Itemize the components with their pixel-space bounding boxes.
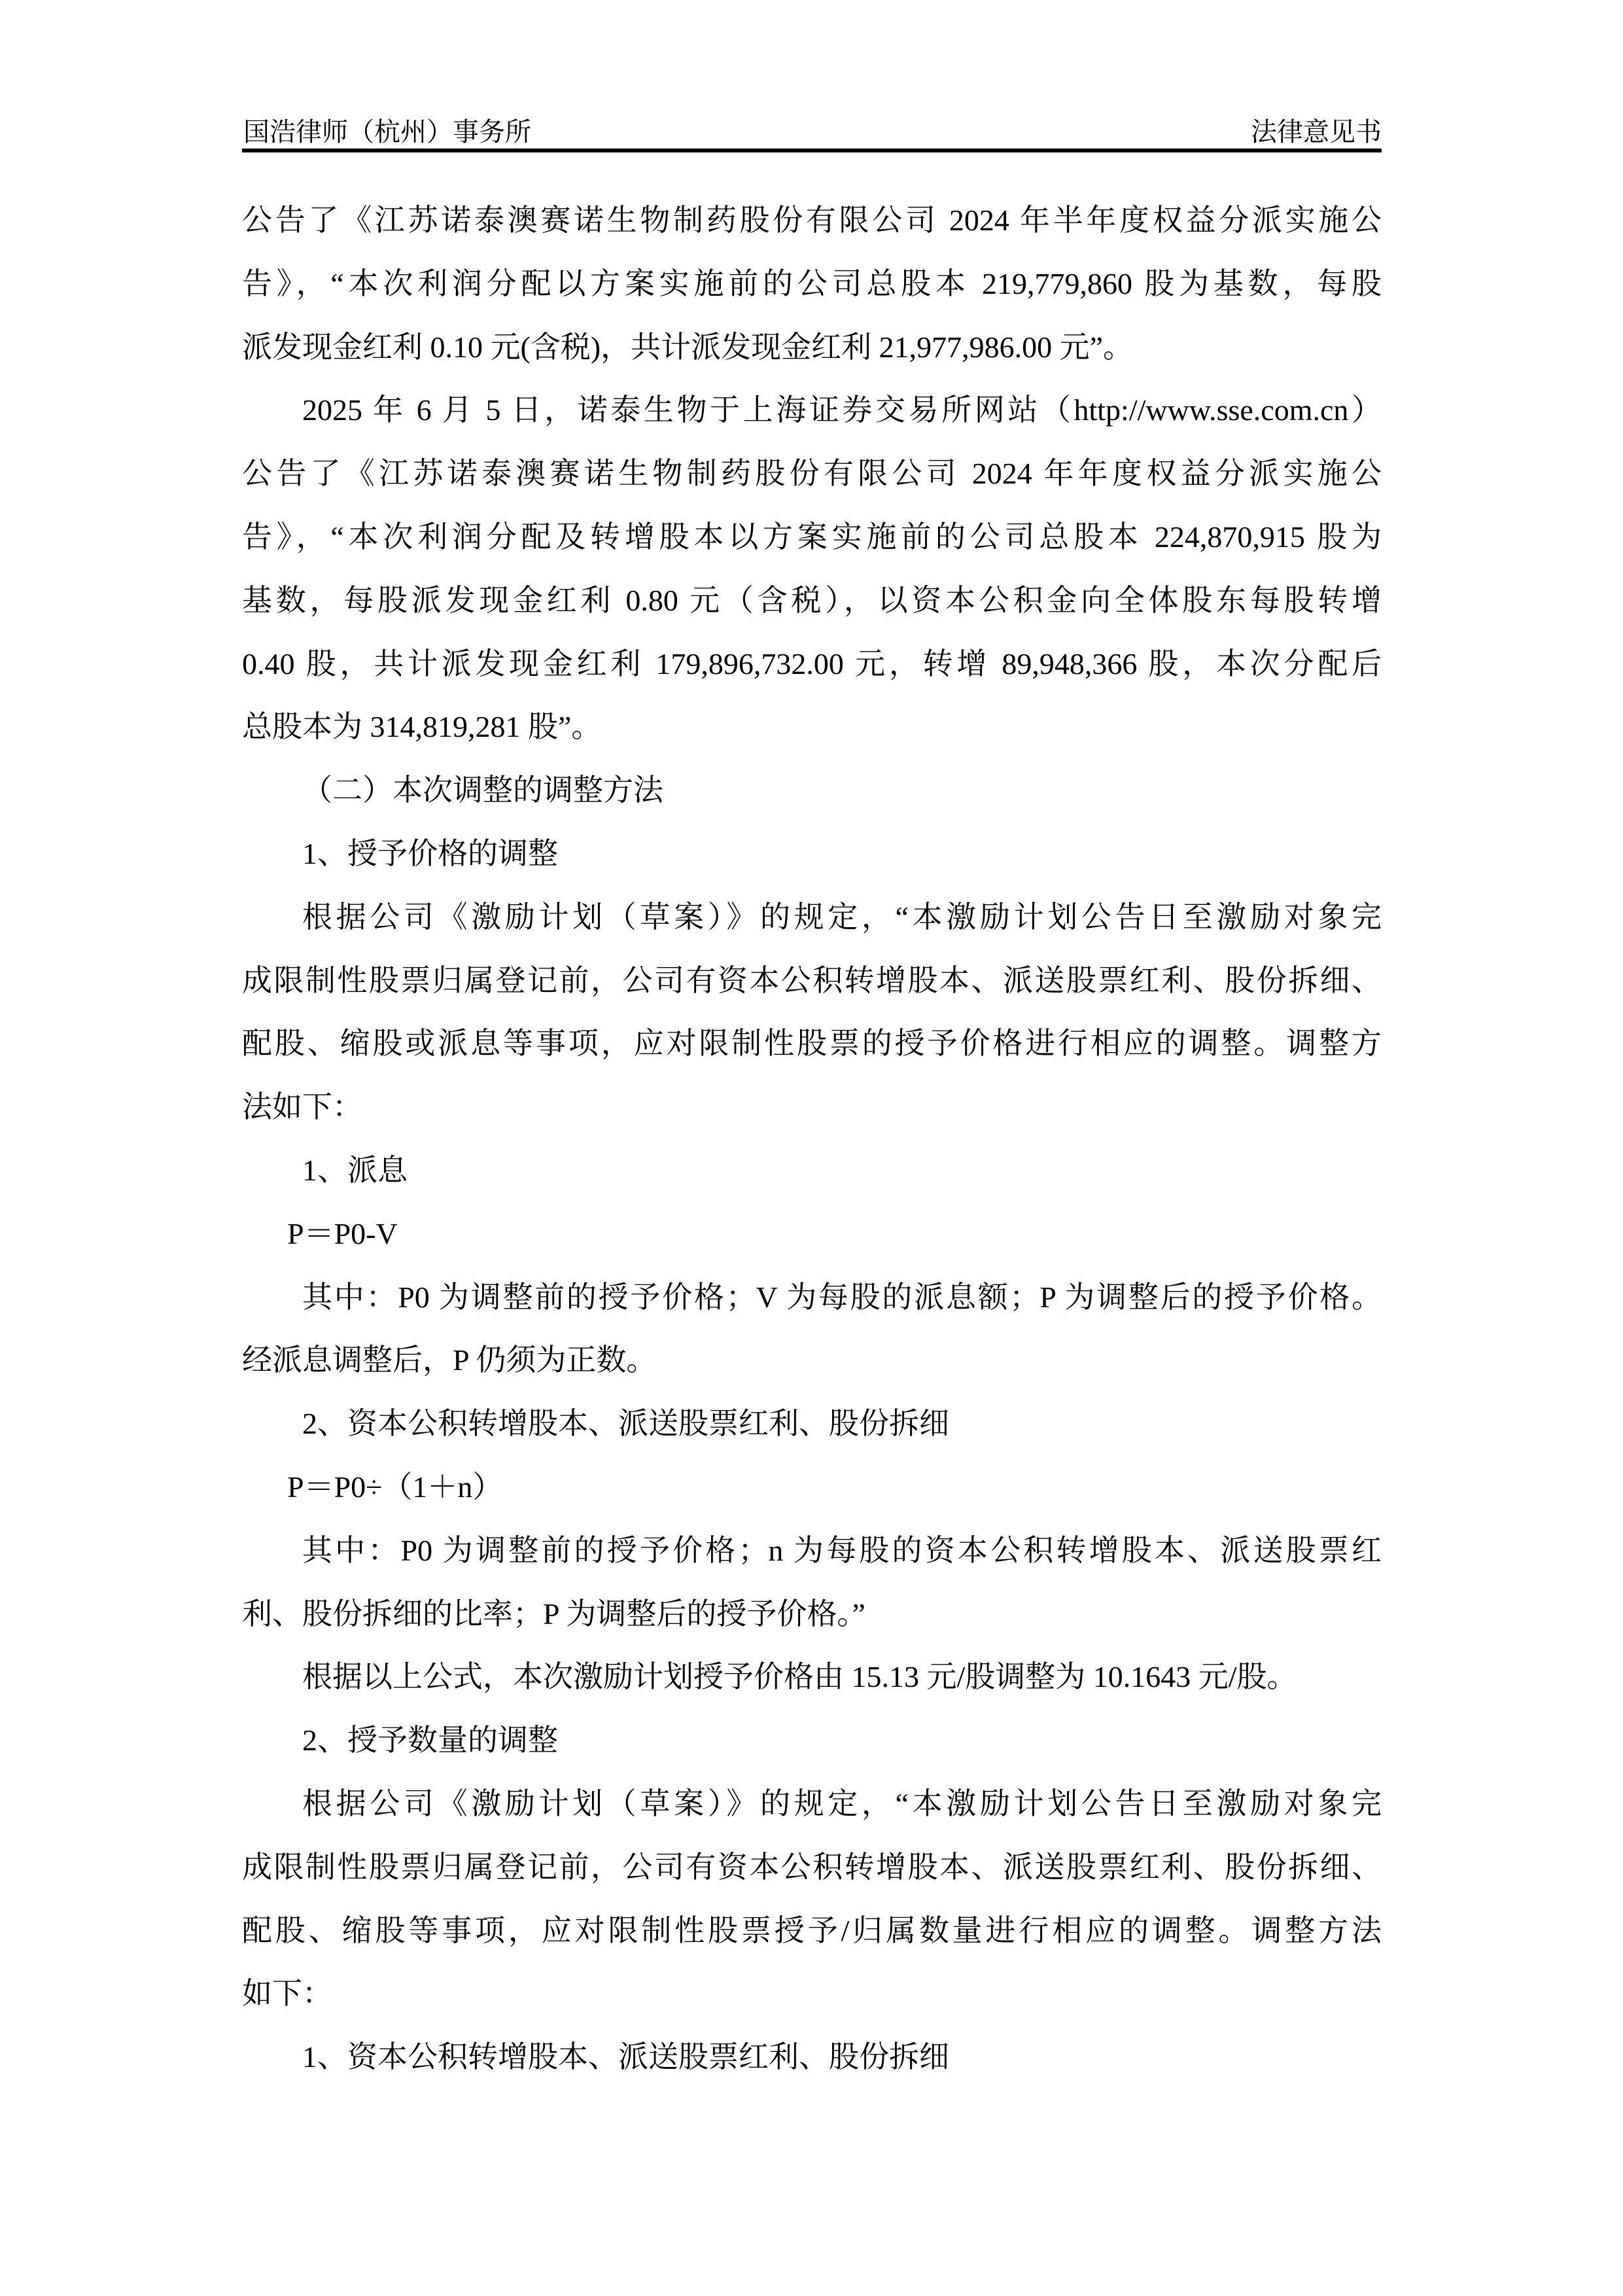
- text-line: 1、派息: [302, 1153, 408, 1187]
- text-line: P＝P0-V: [287, 1216, 398, 1250]
- header-rule: [242, 149, 1382, 152]
- text-line: 根据以上公式，本次激励计划授予价格由 15.13 元/股调整为 10.1643 元/股。: [302, 1660, 1297, 1694]
- text-line: 公告了《江苏诺泰澳赛诺生物制药股份有限公司 2024 年半年度权益分派实施公: [242, 203, 1382, 237]
- text-line: 其中：P0 为调整前的授予价格；n 为每股的资本公积转增股本、派送股票红: [302, 1533, 1382, 1567]
- text-line: P＝P0÷（1＋n）: [287, 1470, 503, 1504]
- text-line: 配股、缩股或派息等事项，应对限制性股票的授予价格进行相应的调整。调整方: [242, 1027, 1382, 1061]
- text-line: 1、资本公积转增股本、派送股票红利、股份拆细: [302, 2040, 949, 2074]
- header-doc-type: 法律意见书: [1251, 117, 1382, 147]
- text-line: 成限制性股票归属登记前，公司有资本公积转增股本、派送股票红利、股份拆细、: [242, 963, 1382, 997]
- text-line: 基数，每股派发现金红利 0.80 元（含税），以资本公积金向全体股东每股转增: [242, 583, 1382, 617]
- text-line: 如下：: [242, 1977, 332, 2011]
- text-line: 利、股份拆细的比率；P 为调整后的授予价格。”: [242, 1597, 865, 1631]
- text-line: 2、授予数量的调整: [302, 1723, 558, 1757]
- text-line: 1、授予价格的调整: [302, 836, 558, 870]
- text-line: 告》，“本次利润分配及转增股本以方案实施前的公司总股本 224,870,915 股为: [242, 520, 1382, 554]
- text-line: 根据公司《激励计划（草案）》的规定，“本激励计划公告日至激励对象完: [302, 900, 1382, 934]
- text-line: 告》，“本次利润分配以方案实施前的公司总股本 219,779,860 股为基数，每股: [242, 266, 1382, 300]
- text-line: 成限制性股票归属登记前，公司有资本公积转增股本、派送股票红利、股份拆细、: [242, 1850, 1382, 1884]
- text-line: 配股、缩股等事项，应对限制性股票授予/归属数量进行相应的调整。调整方法: [242, 1913, 1382, 1947]
- text-line: 0.40 股，共计派发现金红利 179,896,732.00 元，转增 89,948,366 股，本次分配后: [242, 646, 1382, 680]
- text-line: 其中：P0 为调整前的授予价格；V 为每股的派息额；P 为调整后的授予价格。: [302, 1280, 1382, 1314]
- text-line: 经派息调整后，P 仍须为正数。: [242, 1343, 657, 1377]
- text-line: 2025 年 6 月 5 日，诺泰生物于上海证券交易所网站（http://www.sse.com.cn）: [302, 393, 1382, 427]
- page-header: [243, 118, 1382, 147]
- text-line: 根据公司《激励计划（草案）》的规定，“本激励计划公告日至激励对象完: [302, 1786, 1382, 1820]
- text-line: 2、资本公积转增股本、派送股票红利、股份拆细: [302, 1407, 949, 1441]
- header-firm-name: 国浩律师（杭州）事务所: [243, 117, 531, 147]
- text-line: 派发现金红利 0.10 元(含税)，共计派发现金红利 21,977,986.00 元”。: [242, 330, 1134, 364]
- text-line: 公告了《江苏诺泰澳赛诺生物制药股份有限公司 2024 年年度权益分派实施公: [242, 457, 1382, 491]
- document-body: [242, 189, 1382, 2089]
- text-line: 法如下：: [242, 1090, 362, 1124]
- text-line: 总股本为 314,819,281 股”。: [242, 710, 602, 744]
- text-line: （二）本次调整的调整方法: [302, 773, 663, 807]
